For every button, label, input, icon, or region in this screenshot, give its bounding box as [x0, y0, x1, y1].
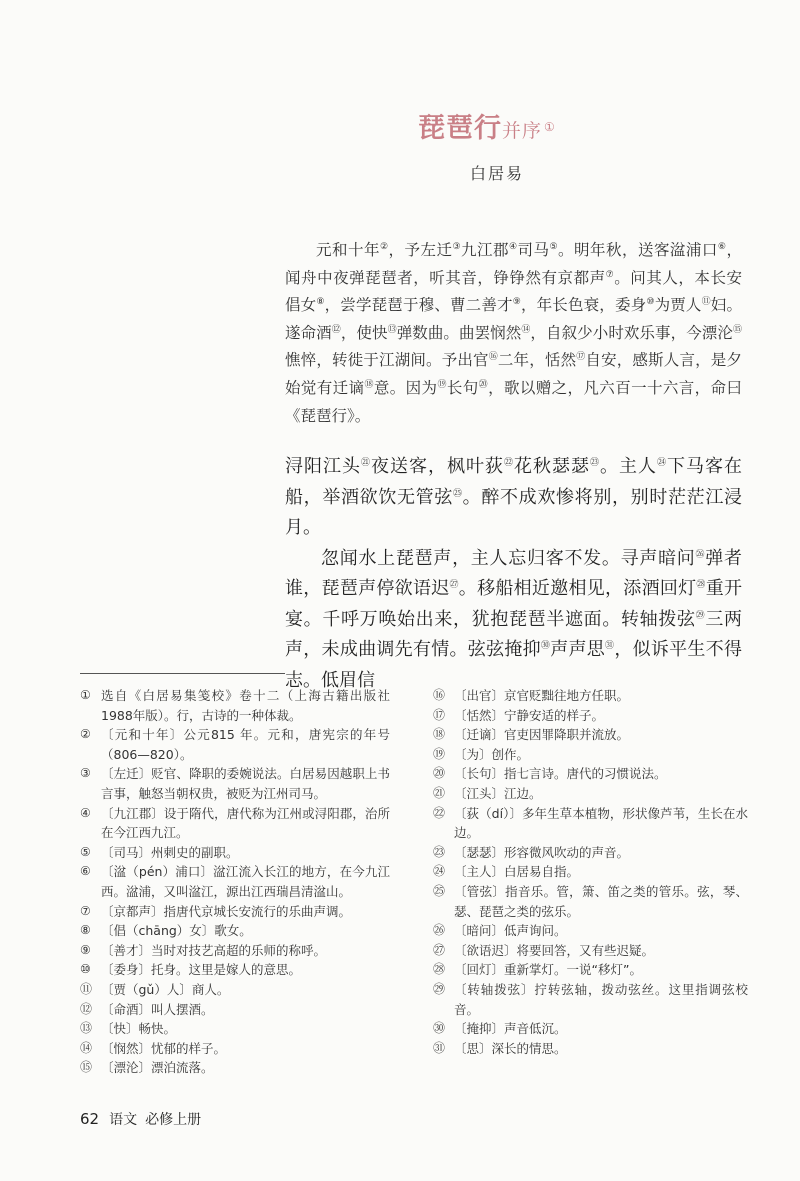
footnote-text: 选自《白居易集笺校》卷十二（上海古籍出版社1988年版）。行，古诗的一种体裁。	[101, 688, 390, 723]
footnote-number: ⑥	[80, 864, 91, 879]
page-number: 62	[80, 1110, 100, 1128]
footnote-number: ②	[80, 727, 91, 742]
footnote-item	[433, 980, 748, 1019]
footnote-item	[80, 1039, 390, 1059]
footnote-item	[433, 725, 748, 745]
footnote-item	[433, 686, 748, 706]
footnote-item	[80, 686, 390, 725]
footnote-number: ⑦	[80, 903, 91, 918]
footnote-item	[433, 882, 748, 921]
title-sub: 并序	[502, 120, 543, 142]
footnote-text: 〔为〕创作。	[454, 746, 530, 762]
footnote-number: ㉖	[433, 923, 446, 938]
footnote-item	[80, 862, 390, 901]
footnote-text: 〔长句〕指七言诗。唐代的习惯说法。	[454, 766, 667, 782]
footnote-item	[80, 1000, 390, 1020]
preface-paragraph: 元和十年②，予左迁③九江郡④司马⑤。明年秋，送客湓浦口⑥，闻舟中夜弹琵琶者，听其音，铮铮然有京都声⑦。问其人，本长安倡女⑧，尝学琵琶于穆、曹二善才⑨，年长色衰，委身⑩为贾人⑪妇。遂命酒⑫，使快⑬弹数曲。曲罢悯然⑭，自叙少小时欢乐事，今漂沦⑮憔悴，转徙于江湖间。予出官⑯二年，恬然⑰自安，感斯人言，是夕始觉有迁谪⑱意。因为⑲长句⑳，歌以赠之，凡六百一十六言，命曰《琵琶行》。	[285, 241, 742, 425]
footnote-number: ⑱	[433, 727, 446, 742]
footnote-item	[80, 921, 390, 941]
footnote-number: ⑮	[80, 1060, 93, 1075]
footnote-text: 〔掩抑〕声音低沉。	[454, 1021, 567, 1037]
footnote-item	[80, 1019, 390, 1039]
footnote-text: 〔倡（chāng）女〕歌女。	[101, 923, 252, 939]
title-footnote-marker: ①	[544, 119, 555, 134]
footnote-text: 〔京都声〕指唐代京城长安流行的乐曲声调。	[101, 903, 352, 919]
footnote-number: ⑯	[433, 688, 446, 702]
footnote-text: 〔恬然〕宁静安适的样子。	[454, 707, 605, 723]
footnote-number: ⑬	[80, 1021, 93, 1036]
footnote-item	[433, 745, 748, 765]
footnote-number: ㉛	[433, 1040, 446, 1055]
footnote-number: ⑨	[80, 942, 91, 957]
footnote-item	[433, 706, 748, 726]
poem-body	[285, 452, 742, 696]
footnote-number: ⑳	[433, 766, 446, 781]
book-volume: 必修上册	[145, 1112, 202, 1128]
footnote-number: ③	[80, 766, 91, 781]
footnote-number: ㉓	[433, 844, 446, 859]
footnote-number: ㉑	[433, 785, 446, 800]
footnote-item	[433, 1039, 748, 1059]
footnote-item	[80, 804, 390, 843]
footnote-text: 〔江头〕江边。	[454, 785, 542, 801]
footnote-text: 〔九江郡〕设于隋代，唐代称为江州或浔阳郡，治所在今江西九江。	[101, 805, 390, 841]
footnote-number: ㉕	[433, 883, 446, 898]
title-main: 琵琶行	[418, 113, 502, 144]
footnote-divider	[80, 673, 285, 674]
poem-title	[418, 106, 555, 145]
author-name: 白居易	[470, 164, 525, 183]
footnote-item	[433, 804, 748, 843]
poem-stanza-2: 忽闻水上琵琶声，主人忘归客不发。寻声暗问$^㉖$弹者谁，琵琶声停欲语迟$^㉗$。移船相近邀相见，添酒回灯$^㉘$重开宴。千呼万唤始出来，犹抱琵琶半遮面。转轴拨弦$^㉙$三两声，未成曲调先有情。弦弦掩抑$^㉚$声声思$^㉛$，似诉平生不得志。低眉信	[285, 547, 742, 691]
footnote-item	[433, 1019, 748, 1039]
footnote-number: ⑤	[80, 844, 91, 859]
footnote-number: ㉙	[433, 981, 446, 996]
footnote-text: 〔暗问〕低声询问。	[454, 923, 567, 939]
footnote-text: 〔元和十年〕公元815 年。元和，唐宪宗的年号（806—820）。	[101, 727, 390, 762]
footnote-text: 〔迁谪〕官吏因罪降职并流放。	[454, 727, 630, 743]
footnotes-right-column	[433, 686, 748, 1058]
footnote-item	[80, 843, 390, 863]
footnote-text: 〔出官〕京官贬黜往地方任职。	[454, 688, 630, 703]
page-footer	[80, 1109, 201, 1129]
footnote-text: 〔管弦〕指音乐。管，箫、笛之类的管乐。弦，琴、瑟、琵琶之类的弦乐。	[454, 883, 748, 919]
footnote-item	[433, 843, 748, 863]
poem-stanza-1: 浔阳江头$^㉑$夜送客，枫叶荻$^㉒$花秋瑟瑟$^㉓$。主人$^㉔$下马客在船，举酒欲饮无管弦$^㉕$。醉不成欢惨将别，别时茫茫江浸月。	[285, 456, 742, 538]
preface	[285, 237, 742, 430]
footnote-item	[80, 764, 390, 803]
footnote-item	[433, 862, 748, 882]
footnote-text: 〔快〕畅快。	[101, 1021, 177, 1037]
footnote-number: ①	[80, 688, 91, 702]
footnote-text: 〔委身〕托身。这里是嫁人的意思。	[101, 962, 302, 978]
footnote-number: ⑪	[80, 981, 93, 996]
footnote-number: ㉘	[433, 962, 446, 977]
footnote-number: ㉗	[433, 942, 446, 957]
footnote-item	[433, 960, 748, 980]
footnote-text: 〔欲语迟〕将要回答，又有些迟疑。	[454, 942, 655, 958]
footnote-number: ⑭	[80, 1040, 93, 1055]
footnote-text: 〔漂沦〕漂泊流落。	[101, 1060, 214, 1076]
footnote-text: 〔善才〕当时对技艺高超的乐师的称呼。	[101, 942, 327, 958]
footnote-item	[433, 784, 748, 804]
footnote-item	[80, 960, 390, 980]
footnote-number: ④	[80, 805, 91, 820]
footnote-item	[433, 764, 748, 784]
footnote-item	[433, 941, 748, 961]
footnote-number: ⑫	[80, 1001, 93, 1016]
footnote-text: 〔左迁〕贬官、降职的委婉说法。白居易因越职上书言事，触怒当朝权贵，被贬为江州司马。	[101, 766, 390, 801]
footnote-text: 〔回灯〕重新掌灯。一说“移灯”。	[454, 962, 642, 978]
footnote-number: ㉔	[433, 864, 446, 879]
book-subject: 语文	[109, 1112, 138, 1128]
footnote-text: 〔悯然〕忧郁的样子。	[101, 1040, 227, 1056]
footnote-item	[80, 902, 390, 922]
footnote-text: 〔转轴拨弦〕拧转弦轴，拨动弦丝。这里指调弦校音。	[454, 981, 748, 1017]
footnote-text: 〔命酒〕叫人摆酒。	[101, 1001, 214, 1017]
footnote-number: ㉚	[433, 1021, 446, 1036]
footnote-number: ⑩	[80, 962, 91, 977]
footnote-text: 〔贾（gǔ）人〕商人。	[101, 981, 230, 997]
footnote-text: 〔思〕深长的情思。	[454, 1040, 567, 1056]
footnote-text: 〔主人〕白居易自指。	[454, 864, 580, 880]
footnote-item	[80, 725, 390, 764]
footnote-number: ⑲	[433, 746, 446, 761]
footnote-text: 〔湓（pén）浦口〕湓江流入长江的地方，在今九江西。湓浦，又叫湓江，源出江西瑞昌清湓山。	[101, 864, 390, 899]
footnote-text: 〔荻（dí）〕多年生草本植物，形状像芦苇，生长在水边。	[454, 805, 748, 841]
footnote-number: ⑧	[80, 923, 91, 938]
footnote-item	[433, 921, 748, 941]
footnote-text: 〔瑟瑟〕形容微风吹动的声音。	[454, 844, 630, 860]
footnotes-left-column	[80, 686, 390, 1078]
footnote-number: ㉒	[433, 805, 446, 820]
footnote-text: 〔司马〕州刺史的副职。	[101, 844, 239, 860]
footnote-item	[80, 941, 390, 961]
footnote-item	[80, 1058, 390, 1078]
footnote-item	[80, 980, 390, 1000]
footnote-number: ⑰	[433, 707, 446, 722]
